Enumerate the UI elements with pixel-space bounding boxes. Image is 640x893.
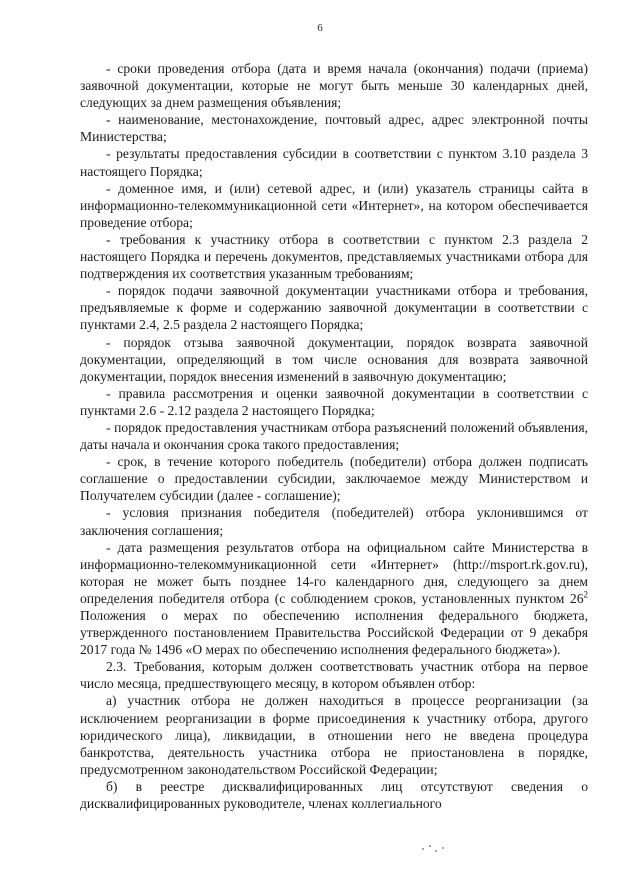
- section-2-3-item-a: а) участник отбора не должен находиться в процессе реорганизации (за исключением реорганизации в форме присоединения к участнику отбора, другого юридического лица), ликвидации, в отношении него не введена процедура банкротства, деятельность участника отбора не приостановлена в порядке, предусмотренном законодательством Российской Федерации;: [80, 693, 588, 777]
- section-2-3-intro: 2.3. Требования, которым должен соответствовать участник отбора на первое число месяца, предшествующего месяцу, в котором объявлен отбор:: [80, 659, 588, 692]
- page-number: 6: [317, 22, 323, 34]
- paragraph-selection-period: - сроки проведения отбора (дата и время начала (окончания) подачи (приема) заявочной документации, которые не могут быть меньше 30 календарных дней, следующих за днем размещения объявления;: [80, 61, 588, 111]
- paragraph-signing-deadline: - срок, в течение которого победитель (победители) отбора должен подписать соглашение о предоставлении субсидии, заключаемое между Министерством и Получателем субсидии (далее - соглашение);: [80, 454, 588, 504]
- paragraph-submission-procedure: - порядок подачи заявочной документации участниками отбора и требования, предъявляемые к форме и содержанию заявочной документации в соответствии с пунктами 2.4, 2.5 раздела 2 настоящего Порядка;: [80, 283, 588, 333]
- document-body: [80, 60, 588, 812]
- paragraph-results-publication: [80, 539, 588, 659]
- results-publication-text: - дата размещения результатов отбора на официальном сайте Министерства в информационно-телекоммуникационной сети «Интернет» (http://msport.rk.gov.ru), которая не может быть позднее 14-го календарного дня, следующего за днем определения победителя отбора (с соблюдением сроков, установленных пунктом 26: [80, 539, 588, 606]
- paragraph-clarifications: - порядок предоставления участникам отбора разъяснений положений объявления, даты начала и окончания срока такого предоставления;: [80, 419, 588, 453]
- paragraph-ministry-address: - наименование, местонахождение, почтовый адрес, адрес электронной почты Министерства;: [80, 112, 588, 145]
- paragraph-evaluation-rules: - правила рассмотрения и оценки заявочной документации в соответствии с пунктами 2.6 - 2.12 раздела 2 настоящего Порядка;: [80, 385, 588, 418]
- paragraph-subsidy-results: - результаты предоставления субсидии в соответствии с пунктом 3.10 раздела 3 настоящего Порядка;: [80, 146, 588, 179]
- section-2-3-item-b: б) в реестре дисквалифицированных лиц отсутствуют сведения о дисквалифицированных руководителе, членах коллегиального: [80, 778, 588, 812]
- paragraph-participant-requirements: - требования к участнику отбора в соответствии с пунктом 2.3 раздела 2 настоящего Порядка и перечень документов, представляемых участниками отбора для подтверждения их соответствия указанным требованиям;: [80, 231, 588, 282]
- results-publication-text-end: Положения о мерах по обеспечению исполнения федерального бюджета, утвержденного постановлением Правительства Российской Федерации от 9 декабря 2017 года № 1496 «О мерах по обеспечению исполнения федерального бюджета»).: [80, 608, 588, 658]
- superscript-index: 2: [583, 589, 588, 600]
- paragraph-evasion-conditions: - условия признания победителя (победителей) отбора уклонившимся от заключения соглашения;: [80, 505, 588, 538]
- scan-artifact: [420, 842, 450, 856]
- paragraph-domain-name: - доменное имя, и (или) сетевой адрес, и (или) указатель страницы сайта в информационно-телекоммуникационной сети «Интернет», на котором обеспечивается проведение отбора;: [80, 180, 588, 230]
- paragraph-withdrawal-procedure: - порядок отзыва заявочной документации, порядок возврата заявочной документации, определяющий в том числе основания для возврата заявочной документации, порядок внесения изменений в заявочную документацию;: [80, 334, 588, 384]
